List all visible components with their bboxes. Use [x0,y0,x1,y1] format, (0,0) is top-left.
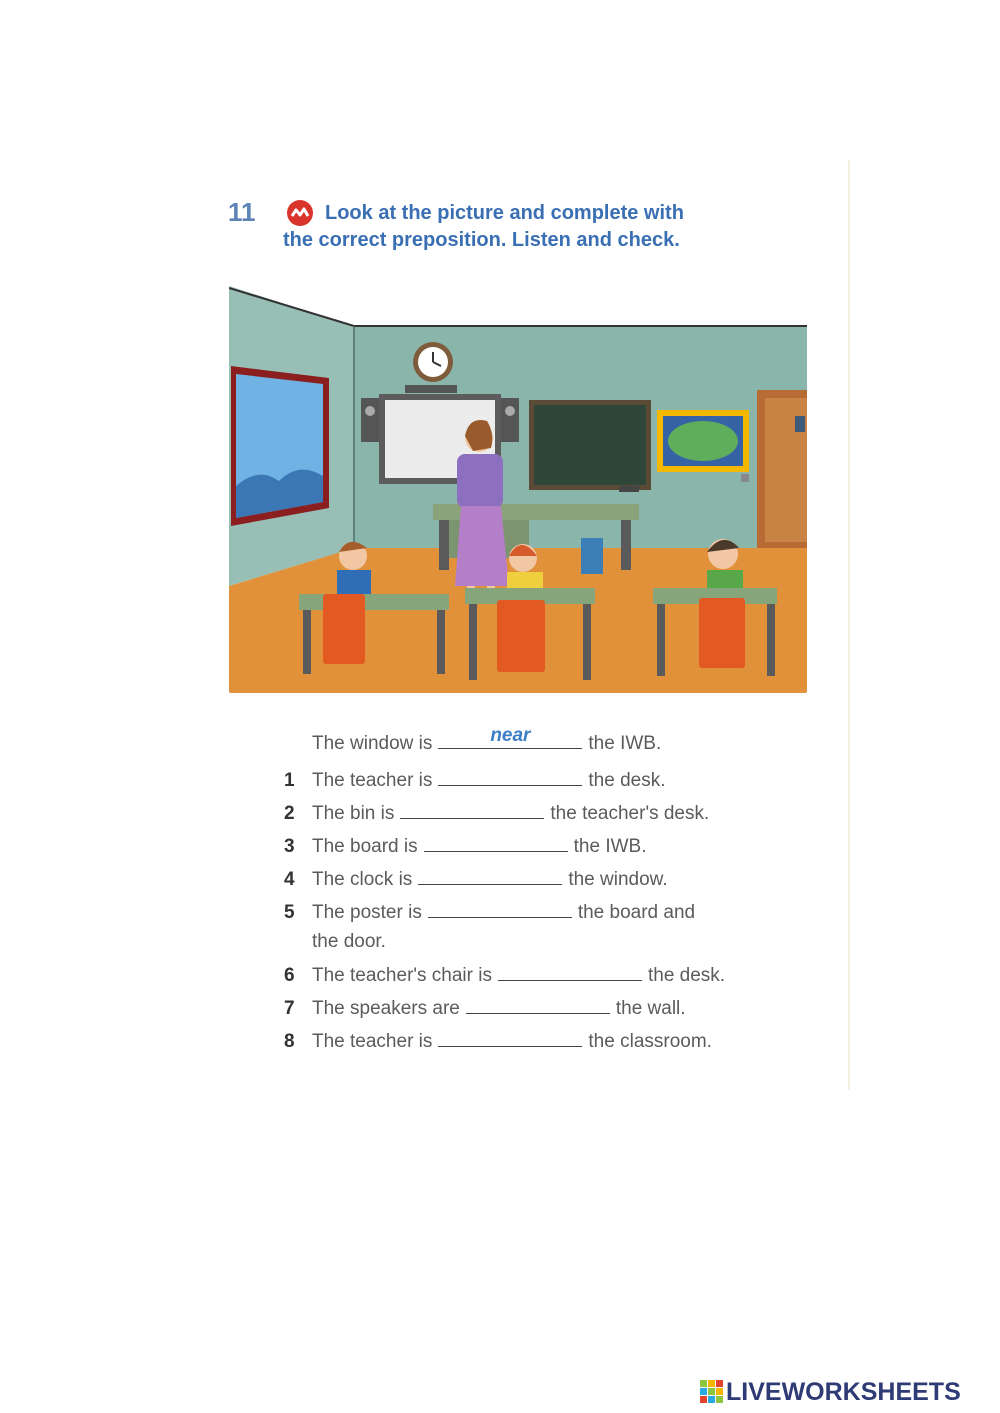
sentence-6: 6 The teacher's chair is the desk. [284,965,726,986]
exercise-number: 11 [228,197,256,227]
sentence-5-continuation: the door. [312,931,386,952]
example-sentence: The window is near the IWB. [312,725,662,754]
page-edge-line [848,160,850,1090]
example-answer: near [490,725,531,746]
liveworksheets-icon [700,1380,724,1404]
sentence-3: 3 The board is the IWB. [284,836,647,857]
sentence-5: 5 The poster is the board and [284,902,696,923]
answer-blank-6[interactable] [498,964,642,981]
answer-blank-4[interactable] [418,868,562,885]
sentence-4: 4 The clock is the window. [284,869,668,890]
instruction-line-2: the correct preposition. Listen and check. [283,229,680,251]
brand-name: LIVEWORKSHEETS [726,1377,961,1406]
answer-blank-8[interactable] [438,1030,582,1047]
answer-blank-1[interactable] [438,769,582,786]
instruction-line-1: Look at the picture and complete with [325,202,684,224]
answer-blank-5[interactable] [428,901,572,918]
sentence-8: 8 The teacher is the classroom. [284,1031,712,1052]
instruction [283,200,823,254]
answer-blank-7[interactable] [466,997,610,1014]
answer-blank-2[interactable] [400,802,544,819]
classroom-illustration [229,286,807,693]
liveworksheets-logo[interactable] [700,1379,961,1405]
sentence-7: 7 The speakers are the wall. [284,998,686,1019]
example-answer-blank [438,725,582,749]
sentence-2: 2 The bin is the teacher's desk. [284,803,710,824]
sentence-1: 1 The teacher is the desk. [284,770,666,791]
answer-blank-3[interactable] [424,835,568,852]
